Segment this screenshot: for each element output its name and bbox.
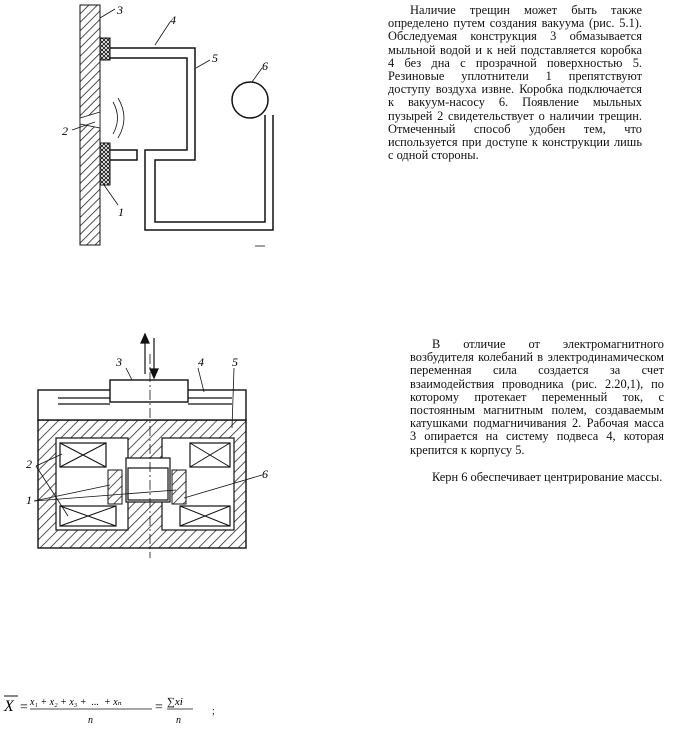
- text-vacuum-method: Наличие трещин может быть также определено путем создания вакуума (рис. 5.1). Обследуемая конструкция 3 обмазывается мыльной водой и к ней подставляется коробка 4 без дна с прозрачной поверхностью 5. Резиновые уплотнители 1 препятствуют доступу воздуха извне. Коробка подключается к вакуум-насосу 6. Появление мыльных пузырей 2 свидетельствует о наличии трещин. Отмеченный способ удобен тем, что используется при доступе к конструкции лишь с одной стороны.: [388, 3, 642, 163]
- label-1: 1: [118, 205, 124, 219]
- label-2: 2: [62, 124, 68, 138]
- working-mass: [110, 380, 188, 402]
- formula-numerator: x₁ + x₂ + x₃ + ... + xₙ: [30, 697, 122, 708]
- svg-text:=: =: [20, 700, 28, 715]
- box-without-bottom: [110, 48, 273, 230]
- label-5: 5: [212, 51, 218, 65]
- figure-electrodynamic-exciter: [0, 330, 300, 570]
- svg-text:=: =: [155, 700, 163, 715]
- formula-lhs: X: [4, 698, 14, 715]
- label-3: 3: [116, 355, 122, 369]
- label-1: 1: [26, 493, 32, 507]
- label-2: 2: [26, 457, 32, 471]
- formula-denominator: n: [88, 715, 93, 726]
- figure-vacuum-method: [0, 0, 300, 260]
- formula-sum: ∑xi: [167, 696, 183, 708]
- label-4: 4: [198, 355, 204, 369]
- label-6: 6: [262, 467, 268, 481]
- label-4: 4: [170, 13, 176, 27]
- rubber-seal-bottom: [100, 143, 110, 185]
- text-electrodynamic-exciter: В отличие от электромагнитного возбудителя колебаний в электродинамическом переменная сила создается за счет взаимодействия проводника (рис. 2.20,1), по которому протекает переменный ток, с постоянным магнитным полем, создаваемым катушками подмагничивания 2. Рабочая масса 3 опирается на систему подвеса 4, которая крепится к корпусу 5. Керн 6 обеспечивает центрирование массы.: [410, 337, 664, 484]
- mean-formula: [0, 690, 260, 730]
- label-5: 5: [232, 355, 238, 369]
- vacuum-pump: [232, 82, 268, 118]
- label-6: 6: [262, 59, 268, 73]
- label-3: 3: [117, 3, 123, 17]
- formula-sum-denominator: n: [176, 715, 181, 726]
- rubber-seal-top: [100, 38, 110, 60]
- formula-trailing: ;: [212, 706, 215, 717]
- core: [128, 468, 168, 500]
